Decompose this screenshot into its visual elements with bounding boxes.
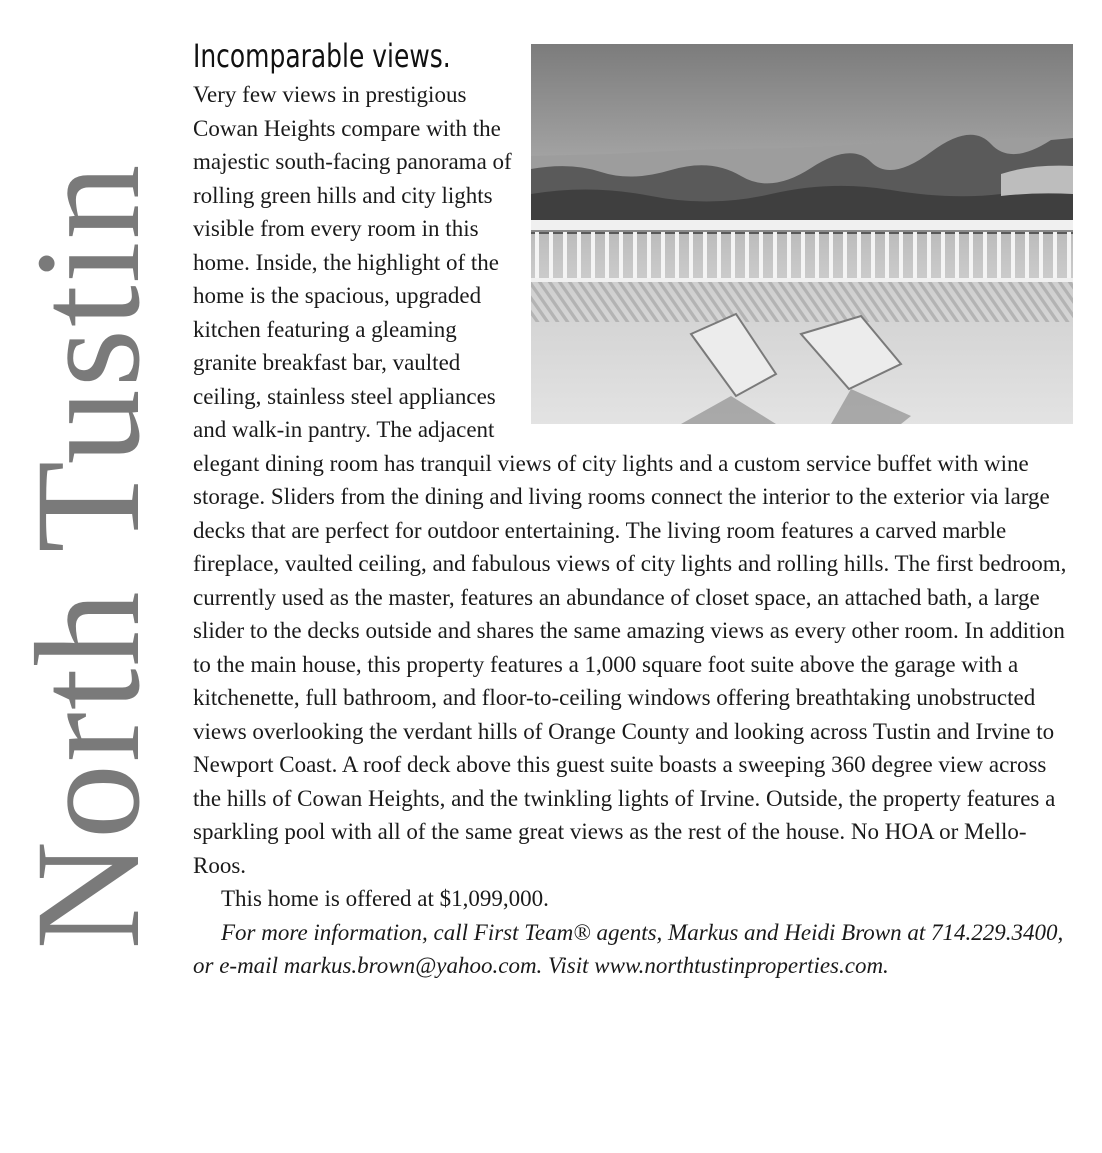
contact-line: For more information, call First Team® agents, Markus and Heidi Brown at 714.229.3400, or e-mail markus.brown@yahoo.com. Visit www.northtustinproperties.com. [193,919,1064,978]
article [193,34,1073,983]
headline: Incomparable views. [193,37,451,75]
body-text: Very few views in prestigious Cowan Heights compare with the majestic south-facing panorama of rolling green hills and city lights visible from every room in this home. Inside, the highlight of the home is the spacious, upgraded kitchen featuring a gleaming granite breakfast bar, vaulted ceiling, stainless steel appliances and walk-in pantry. The adjacent elegant dining room has tranquil views of city lights and a custom service buffet with wine storage. Sliders from the dining and living rooms connect the interior to the exterior via large decks that are perfect for outdoor entertaining. The living room features a carved marble fireplace, vaulted ceiling, and fabulous views of city lights and rolling hills. The first bedroom, currently used as the master, features an abundance of closet space, an attached bath, a large slider to the decks outside and shares the same amazing views as every other room. In addition to the main house, this property features a 1,000 square foot suite above the garage with a kitchenette, full bathroom, and floor-to-ceiling windows offering breathtaking unobstructed views overlooking the verdant hills of Orange County and looking across Tustin and Irvine to Newport Coast. A roof deck above this guest suite boasts a sweeping 360 degree view across the hills of Cowan Heights, and the twinkling lights of Irvine. Outside, the property features a sparkling pool with all of the same great views as the rest of the house. No HOA or Mello-Roos. [193,82,1067,878]
deck-view-photo [531,44,1073,424]
side-title: North Tustin [5,162,171,950]
price-line: This home is offered at $1,099,000. [221,886,549,911]
